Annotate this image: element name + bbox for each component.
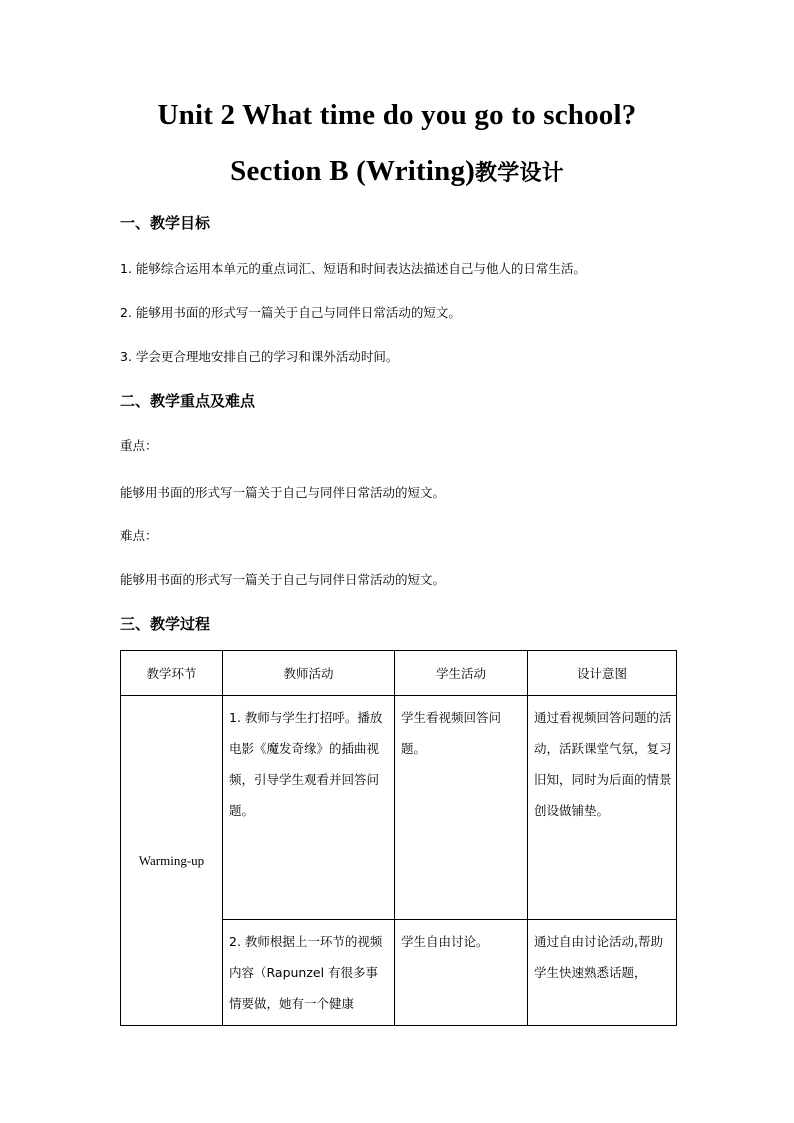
document-title: Unit 2 What time do you go to school? <box>157 99 637 131</box>
section-heading-key-points: 二、教学重点及难点 <box>120 392 256 410</box>
header-student-activity: 学生活动 <box>395 651 528 696</box>
table-header-row <box>121 651 677 696</box>
design-purpose-cell <box>528 696 677 920</box>
stage-cell: Warming-up <box>121 696 223 1026</box>
header-stage: 教学环节 <box>121 651 223 696</box>
student-activity-cell <box>395 696 528 920</box>
teacher-activity-cell <box>223 696 395 920</box>
subtitle-chinese: 教学设计 <box>475 161 564 186</box>
objective-item: 2. 能够用书面的形式写一篇关于自己与同伴日常活动的短文。 <box>120 305 461 320</box>
table-row <box>121 696 677 920</box>
subtitle-english: Section B (Writing) <box>230 155 476 187</box>
objective-item: 1. 能够综合运用本单元的重点词汇、短语和时间表达法描述自己与他人的日常生活。 <box>120 261 586 276</box>
teaching-process-table <box>120 650 677 1026</box>
section-heading-process: 三、教学过程 <box>120 615 211 633</box>
header-design-purpose: 设计意图 <box>528 651 677 696</box>
section-heading-objectives: 一、教学目标 <box>120 214 211 232</box>
teacher-activity-text: 2. 教师根据上一环节的视频内容（Rapunzel 有很多事情要做，她有一个健康 <box>229 934 383 1011</box>
student-activity-cell <box>395 920 528 1026</box>
header-teacher-activity: 教师活动 <box>223 651 395 696</box>
teacher-activity-text: 1. 教师与学生打招呼。播放电影《魔发奇缘》的插曲视频，引导学生观看并回答问题。 <box>229 710 383 818</box>
document-subtitle <box>0 155 794 188</box>
difficulty-label: 难点： <box>120 528 158 543</box>
teacher-activity-cell <box>223 920 395 1026</box>
key-point-label: 重点： <box>120 438 158 453</box>
design-purpose-text: 通过自由讨论活动,帮助学生快速熟悉话题， <box>534 934 663 980</box>
objective-item: 3. 学会更合理地安排自己的学习和课外活动时间。 <box>120 349 399 364</box>
student-activity-text: 学生自由讨论。 <box>401 934 489 949</box>
key-point-text: 能够用书面的形式写一篇关于自己与同伴日常活动的短文。 <box>120 485 446 500</box>
difficulty-text: 能够用书面的形式写一篇关于自己与同伴日常活动的短文。 <box>120 572 446 587</box>
design-purpose-text: 通过看视频回答问题的活动，活跃课堂气氛，复习旧知，同时为后面的情景创设做铺垫。 <box>534 710 672 818</box>
student-activity-text: 学生看视频回答问题。 <box>401 710 502 756</box>
design-purpose-cell <box>528 920 677 1026</box>
